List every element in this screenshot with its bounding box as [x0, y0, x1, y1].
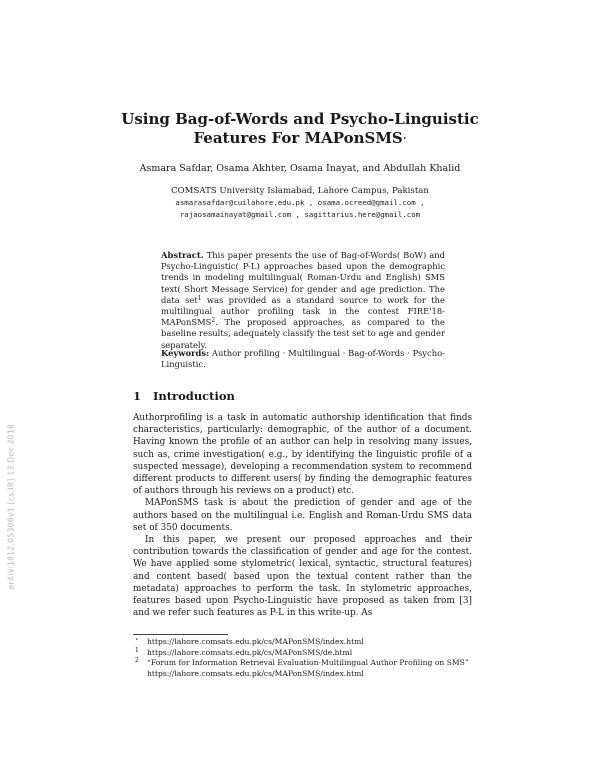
abstract-text-b: was provided as a standard source to work for the multilingual author profiling task in the contest FIRE'18-MAPonSMS [161, 294, 445, 328]
footnote-mark: ⋆ [135, 636, 139, 643]
paragraph-2: MAPonSMS task is about the prediction of gender and age of the authors based on the multilingual i.e. English and Roman-Urdu SMS data set of 350 documents. [133, 498, 472, 533]
abstract-text-a: This paper presents the use of Bag-of-Words( BoW) and Psycho-Linguistic( P-L) approaches based upon the demographic trends in modeling multilingual( Roman-Urdu and English) SMS text( Short Message Service) for gender and age prediction. The data set [161, 250, 446, 305]
paragraph-3: In this paper, we present our proposed approaches and their contribution towards the classification of gender and age for the contest. We have applied some stylometric( lexical, syntactic, structural features) and content based( based upon the textual content rather than the metadata) approaches to perform the task. In stylometric approaches, features based upon Psycho-Linguistic have proposed as taken from [3] and we refer such features as P-L in this write-up. As [133, 535, 472, 619]
author-list: Asmara Safdar, Osama Akhter, Osama Inayat, and Abdullah Khalid [139, 163, 461, 174]
paragraph-1: Authorprofiling is a task in automatic authorship identification that finds characteristics, particularly: demographic, of the author of a document. Having known the profile of an author can help in resolving many issues, such as, crime investigation( e.g., by identifying the linguistic profile of a suspected message), developing a recommendation system to recommend different products to different users( by finding the demographic features of authors through his reviews on a product) etc. [133, 413, 472, 497]
title-line-1: Using Bag-of-Words and Psycho-Linguistic [121, 110, 479, 128]
footnote-mark: 2 [135, 657, 139, 665]
affiliation-block [60, 185, 540, 221]
section-number: 1 [133, 389, 142, 403]
paper-title [100, 110, 500, 148]
keywords-label: Keywords: [161, 348, 210, 358]
abstract [161, 250, 445, 351]
keywords [161, 348, 445, 370]
section-heading [133, 389, 235, 403]
emails-line-1: asmarasafdar@cuilahore.edu.pk , osama.ocreed@gmail.com , [175, 198, 425, 207]
abstract-footnote-ref-2: 2 [211, 317, 216, 325]
abstract-text-c: . The proposed approaches, as compared to the baseline results, adequately classify the test set to age and gender separately. [161, 317, 445, 350]
footnote-mark: 1 [135, 646, 139, 654]
abstract-footnote-ref-1: 1 [197, 294, 202, 302]
footnote-text: https://lahore.comsats.edu.pk/cs/MAPonSMS/index.html [147, 637, 364, 646]
introduction-body [133, 412, 472, 619]
emails-line-2: rajaosamainayat@gmail.com , sagittarius.here@gmail.com [179, 210, 421, 219]
footnote-text: “Forum for Information Retrieval Evaluation-Multilingual Author Profiling on SMS” https://lahore.comsats.edu.pk/cs/MAPonSMS/index.html [147, 658, 469, 678]
footnote [133, 648, 472, 659]
title-star: ⋆ [402, 135, 407, 142]
keywords-text: Author profiling · Multilingual · Bag-of-Words · Psycho-Linguistic. [161, 348, 445, 370]
footnotes [133, 637, 472, 679]
abstract-label: Abstract. [161, 250, 204, 260]
affiliation: COMSATS University Islamabad, Lahore Campus, Pakistan [171, 186, 429, 196]
footnote [133, 658, 472, 679]
section-title: Introduction [153, 389, 235, 403]
footnote-rule [133, 634, 228, 635]
footnote [133, 637, 472, 648]
footnote-text: https://lahore.comsats.edu.pk/cs/MAPonSMS/de.html [147, 647, 353, 657]
arxiv-stamp-text: arXiv:1812.05306v1 [cs.IR] 13 Dec 2018 [6, 423, 16, 590]
title-line-2: Features For MAPonSMS [193, 129, 403, 147]
arxiv-stamp [1, 395, 21, 595]
